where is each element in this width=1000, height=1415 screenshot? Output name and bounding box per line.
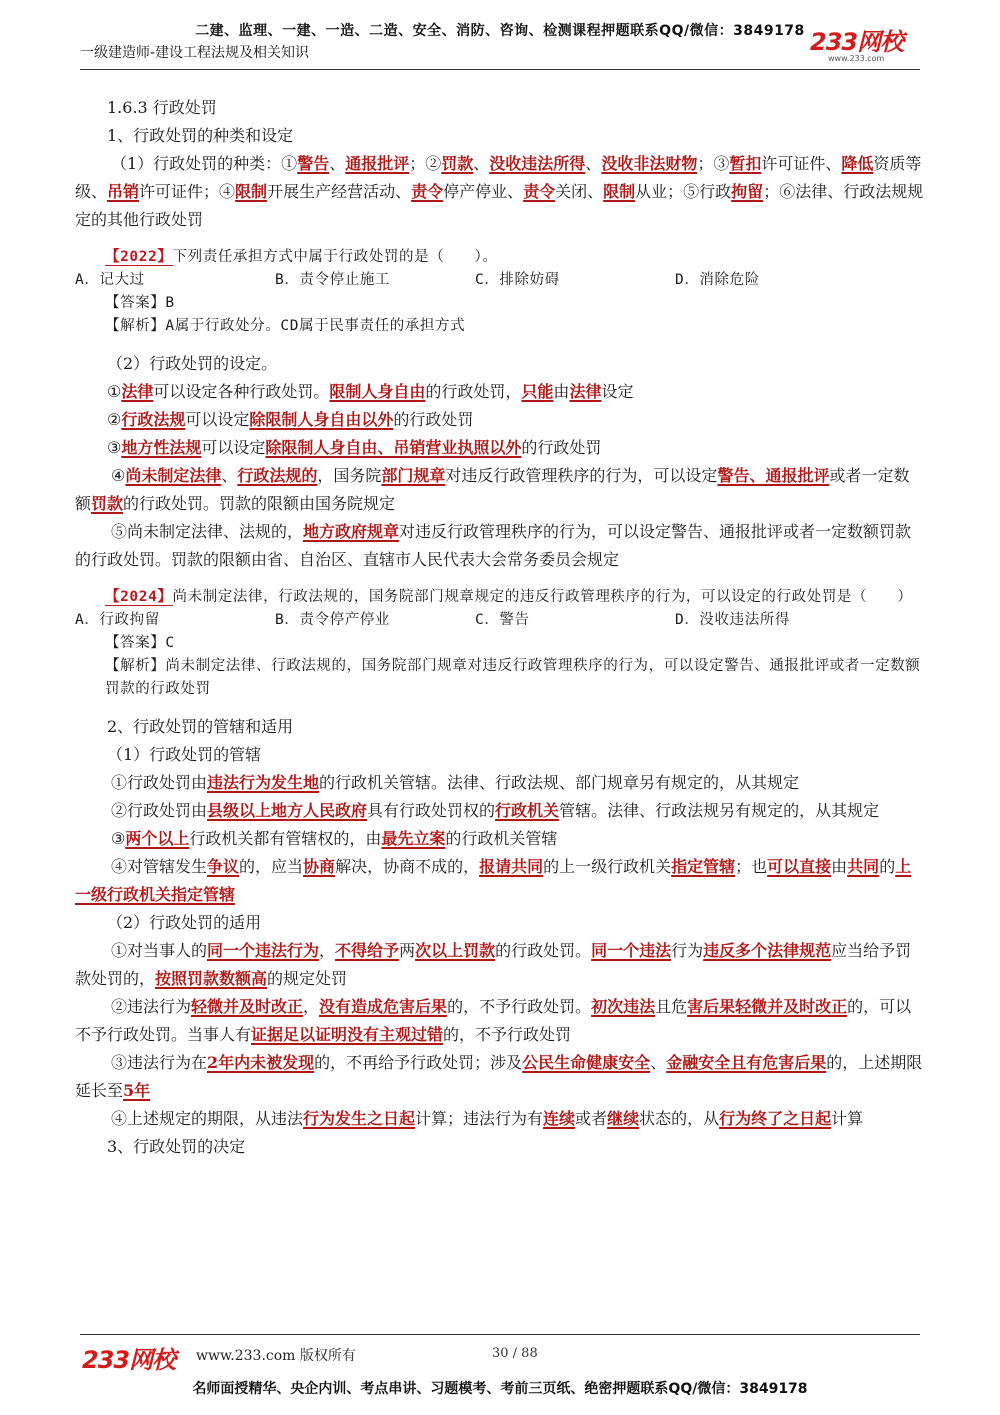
section-heading: 1.6.3 行政处罚 bbox=[107, 98, 217, 117]
jurisdiction-item-4: ④对管辖发生争议的，应当协商解决，协商不成的，报请共同的上一级行政机关指定管辖；也可以直接由共同的上一级行政机关指定管辖 bbox=[75, 857, 912, 904]
question-stem: 【2022】下列责任承担方式中属于行政处罚的是（ ）。 bbox=[105, 249, 498, 265]
option-d: D．没收违法所得 bbox=[675, 612, 791, 628]
application-title: （2）行政处罚的适用 bbox=[107, 913, 262, 932]
page-number: 30 / 88 bbox=[492, 1346, 538, 1361]
punishment-kinds-paragraph: （1）行政处罚的种类：①警告、通报批评；②罚款、没收违法所得、没收非法财物；③暂扣许可证件、降低资质等级、吊销许可证件；④限制开展生产经营活动、责令停产停业、责令关闭、限制从业；⑤行政拘留；⑥法律、行政法规规定的其他行政处罚 bbox=[75, 154, 924, 229]
application-item-4: ④上述规定的期限，从违法行为发生之日起计算；违法行为有连续或者继续状态的，从行为终了之日起计算 bbox=[111, 1109, 864, 1128]
question-options bbox=[75, 609, 925, 632]
jurisdiction-title: （1）行政处罚的管辖 bbox=[107, 745, 262, 764]
option-a: A．行政拘留 bbox=[75, 612, 160, 628]
analysis-line: 【解析】尚未制定法律、行政法规的，国务院部门规章对违反行政管理秩序的行为，可以设定警告、通报批评或者一定数额罚款的行政处罚 bbox=[105, 658, 921, 697]
setting-item-5: ⑤尚未制定法律、法规的，地方政府规章对违反行政管理秩序的行为，可以设定警告、通报批评或者一定数额罚款的行政处罚。罚款的限额由省、自治区、直辖市人民代表大会常务委员会规定 bbox=[75, 522, 912, 569]
application-item-2: ②违法行为轻微并及时改正，没有造成危害后果的，不予行政处罚。初次违法且危害后果轻微并及时改正的，可以不予行政处罚。当事人有证据足以证明没有主观过错的，不予行政处罚 bbox=[75, 997, 912, 1044]
header-subject: 一级建造师-建设工程法规及相关知识 bbox=[80, 45, 310, 61]
exam-question-2022 bbox=[75, 246, 925, 338]
bottom-promo-banner: 名师面授精华、央企内训、考点串讲、习题模考、考前三页纸、绝密押题联系QQ/微信：3849178 bbox=[192, 1381, 808, 1397]
application-item-3: ③违法行为在2年内未被发现的，不再给予行政处罚；涉及公民生命健康安全、金融安全且有危害后果的，上述期限延长至5年 bbox=[75, 1053, 923, 1100]
setting-item-4: ④尚未制定法律、行政法规的，国务院部门规章对违反行政管理秩序的行为，可以设定警告、通报批评或者一定数额罚款的行政处罚。罚款的限额由国务院规定 bbox=[75, 466, 910, 513]
subsection-1-title: 1、行政处罚的种类和设定 bbox=[107, 126, 294, 145]
setting-item-1: ①法律可以设定各种行政处罚。限制人身自由的行政处罚，只能由法律设定 bbox=[107, 382, 634, 401]
option-c: C．警告 bbox=[475, 612, 530, 628]
setting-title: （2）行政处罚的设定。 bbox=[107, 354, 278, 373]
footer-logo: 233网校 bbox=[82, 1346, 176, 1374]
question-options bbox=[75, 269, 925, 292]
jurisdiction-item-1: ①行政处罚由违法行为发生地的行政机关管辖。法律、行政法规、部门规章另有规定的，从其规定 bbox=[111, 773, 800, 792]
option-b: B．责令停止施工 bbox=[275, 272, 391, 288]
analysis-line: 【解析】A属于行政处分。CD属于民事责任的承担方式 bbox=[105, 318, 466, 334]
answer-line: 【答案】B bbox=[105, 295, 175, 311]
answer-line: 【答案】C bbox=[105, 635, 175, 651]
subsection-2-title: 2、行政处罚的管辖和适用 bbox=[107, 717, 294, 736]
logo-url: www.233.com bbox=[828, 54, 885, 63]
option-d: D．消除危险 bbox=[675, 272, 760, 288]
option-b: B．责令停产停业 bbox=[275, 612, 391, 628]
logo-text: 233网校 bbox=[810, 28, 904, 56]
header-divider bbox=[80, 69, 920, 70]
setting-item-2: ②行政法规可以设定除限制人身自由以外的行政处罚 bbox=[107, 410, 474, 429]
option-c: C．排除妨碍 bbox=[475, 272, 560, 288]
footer-copyright: www.233.com 版权所有 bbox=[196, 1348, 356, 1364]
question-stem: 【2024】尚未制定法律，行政法规的，国务院部门规章规定的违反行政管理秩序的行为，可以设定的行政处罚是（ ） bbox=[105, 589, 913, 605]
header-logo bbox=[810, 30, 920, 66]
top-promo-banner: 二建、监理、一建、一造、二造、安全、消防、咨询、检测课程押题联系QQ/微信：3849178 bbox=[195, 23, 805, 39]
jurisdiction-item-3: ③两个以上行政机关都有管辖权的，由最先立案的行政机关管辖 bbox=[111, 829, 558, 848]
page-body bbox=[75, 94, 925, 1161]
footer-divider bbox=[80, 1334, 920, 1335]
application-item-1: ①对当事人的同一个违法行为，不得给予两次以上罚款的行政处罚。同一个违法行为违反多个法律规范应当给予罚款处罚的，按照罚款数额高的规定处罚 bbox=[75, 941, 912, 988]
subsection-3-title: 3、行政处罚的决定 bbox=[107, 1137, 246, 1156]
setting-item-3: ③地方性法规可以设定除限制人身自由、吊销营业执照以外的行政处罚 bbox=[107, 438, 602, 457]
option-a: A．记大过 bbox=[75, 272, 145, 288]
jurisdiction-item-2: ②行政处罚由县级以上地方人民政府具有行政处罚权的行政机关管辖。法律、行政法规另有规定的，从其规定 bbox=[111, 801, 880, 820]
exam-question-2024 bbox=[75, 586, 925, 701]
